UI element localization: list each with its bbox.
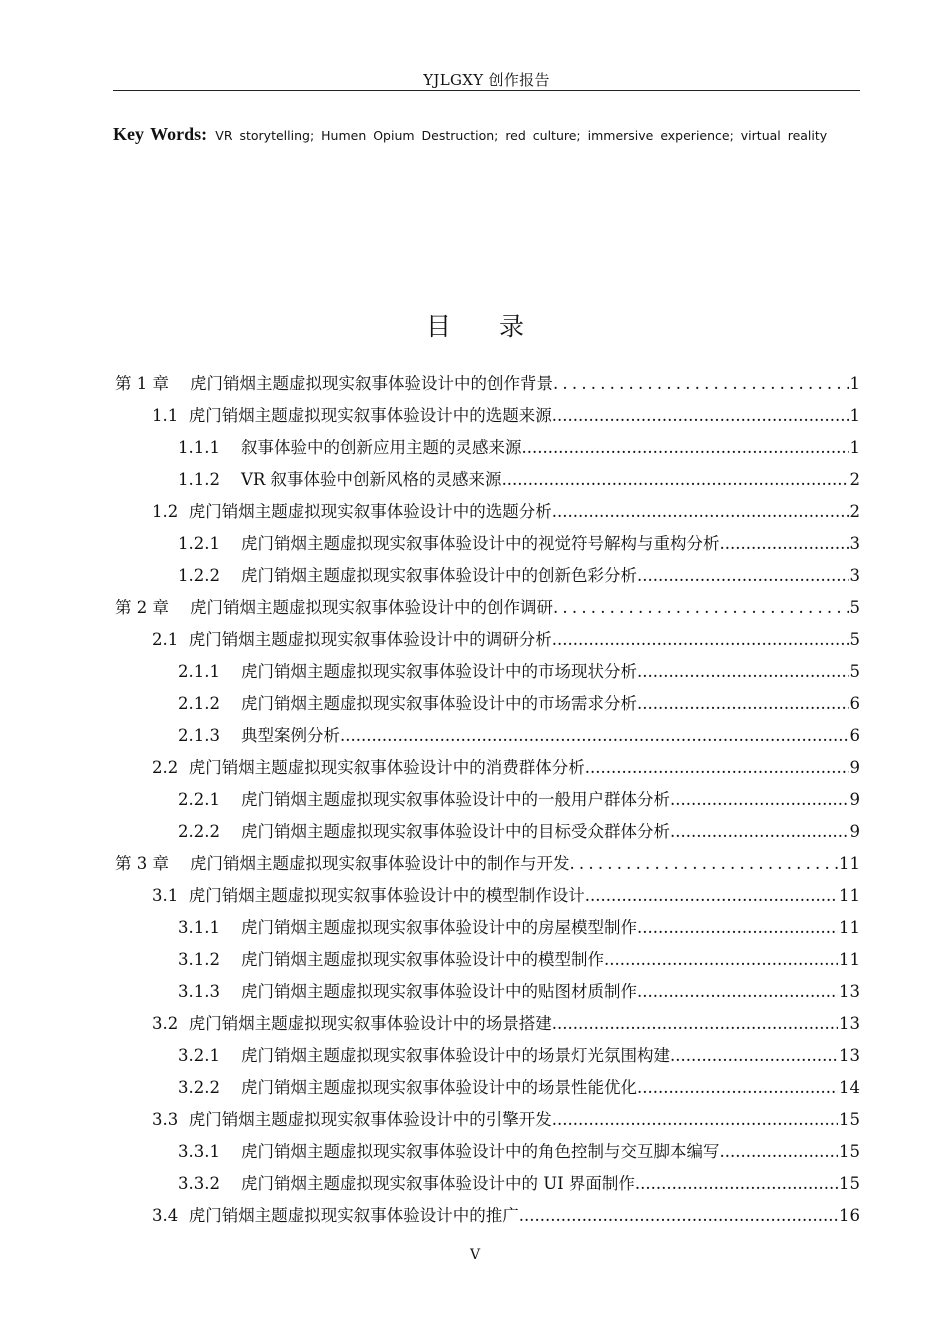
toc-entry-page: 9 — [849, 822, 860, 841]
toc-entry-title: 虎门销烟主题虚拟现实叙事体验设计中的创作背景 — [189, 374, 553, 393]
toc-entry[interactable] — [178, 466, 860, 498]
toc-entry-page: 2 — [849, 470, 860, 489]
toc-dot-leader — [552, 502, 849, 521]
toc-entry-number: 3.3.1 — [178, 1142, 220, 1161]
keywords-text: VR storytelling; Humen Opium Destruction; red culture; immersive experience; virtual reality — [215, 128, 828, 143]
toc-entry-number: 3.1.3 — [178, 982, 220, 1001]
toc-entry[interactable] — [152, 1010, 860, 1042]
toc-entry[interactable] — [178, 786, 860, 818]
toc-entry-number: 3.1.1 — [178, 918, 220, 937]
toc-entry-page: 1 — [849, 374, 860, 393]
toc-title: 目 录 — [426, 312, 544, 341]
toc-entry-page: 15 — [839, 1142, 860, 1161]
toc-entry-title: 虎门销烟主题虚拟现实叙事体验设计中的角色控制与交互脚本编写 — [240, 1142, 720, 1161]
toc-entry[interactable] — [178, 1138, 860, 1170]
toc-entry[interactable] — [178, 914, 860, 946]
toc-entry-number: 3.3.2 — [178, 1174, 220, 1193]
toc-entry[interactable] — [178, 978, 860, 1010]
toc-entry-page: 11 — [839, 950, 860, 969]
toc-entry-number: 3.2.2 — [178, 1078, 220, 1097]
toc-entry[interactable] — [152, 1202, 860, 1234]
toc-entry[interactable] — [178, 1042, 860, 1074]
toc-entry-number: 第 1 章 — [115, 374, 169, 393]
toc-entry-title: 虎门销烟主题虚拟现实叙事体验设计中的制作与开发 — [189, 854, 570, 873]
toc-entry-page: 6 — [849, 726, 860, 745]
toc-entry-title: 典型案例分析 — [240, 726, 340, 745]
toc-entry-title: 虎门销烟主题虚拟现实叙事体验设计中的一般用户群体分析 — [240, 790, 670, 809]
toc-entry-number: 3.2 — [152, 1014, 179, 1033]
toc-dot-leader — [553, 598, 849, 617]
toc-entry-title: 虎门销烟主题虚拟现实叙事体验设计中的推广 — [188, 1206, 519, 1225]
toc-entry-title: 虎门销烟主题虚拟现实叙事体验设计中的 UI 界面制作 — [240, 1174, 635, 1193]
toc-dot-leader — [670, 822, 849, 841]
toc-entry-title: 虎门销烟主题虚拟现实叙事体验设计中的贴图材质制作 — [240, 982, 637, 1001]
toc-entry-page: 5 — [849, 630, 860, 649]
toc-entry[interactable] — [115, 594, 860, 626]
toc-entry-number: 3.1 — [152, 886, 179, 905]
toc-entry[interactable] — [178, 562, 860, 594]
toc-entry-page: 11 — [839, 886, 860, 905]
toc-entry-number: 3.3 — [152, 1110, 179, 1129]
toc-entry-number: 3.4 — [152, 1206, 179, 1225]
toc-entry[interactable] — [115, 370, 860, 402]
toc-dot-leader — [670, 1046, 838, 1065]
toc-entry[interactable] — [178, 722, 860, 754]
toc-entry-title: 叙事体验中的创新应用主题的灵感来源 — [240, 438, 522, 457]
toc-entry-page: 9 — [849, 758, 860, 777]
toc-dot-leader — [719, 534, 848, 553]
toc-dot-leader — [585, 758, 849, 777]
keywords-line — [113, 124, 873, 145]
toc-entry-number: 2.2 — [152, 758, 179, 777]
toc-entry[interactable] — [178, 1170, 860, 1202]
toc-entry-number: 2.2.2 — [178, 822, 220, 841]
toc-entry-number: 1.2.1 — [178, 534, 220, 553]
toc-entry-title: 虎门销烟主题虚拟现实叙事体验设计中的市场需求分析 — [240, 694, 637, 713]
toc-entry[interactable] — [178, 530, 860, 562]
toc-entry[interactable] — [178, 946, 860, 978]
toc-entry-title: 虎门销烟主题虚拟现实叙事体验设计中的目标受众群体分析 — [240, 822, 670, 841]
toc-entry-number: 第 2 章 — [115, 598, 169, 617]
toc-entry-number: 2.2.1 — [178, 790, 220, 809]
toc-entry-number: 2.1.3 — [178, 726, 220, 745]
toc-entry[interactable] — [178, 818, 860, 850]
toc-dot-leader — [585, 886, 838, 905]
toc-entry-title: 虎门销烟主题虚拟现实叙事体验设计中的引擎开发 — [188, 1110, 552, 1129]
toc-entry-title: 虎门销烟主题虚拟现实叙事体验设计中的消费群体分析 — [188, 758, 585, 777]
toc-entry-page: 11 — [839, 854, 860, 873]
toc-entry-title: 虎门销烟主题虚拟现实叙事体验设计中的创作调研 — [189, 598, 553, 617]
toc-entry-title: 虎门销烟主题虚拟现实叙事体验设计中的模型制作设计 — [188, 886, 585, 905]
toc-dot-leader — [637, 982, 838, 1001]
toc-entry[interactable] — [178, 434, 860, 466]
toc-entry-number: 3.1.2 — [178, 950, 220, 969]
toc-entry-title: 虎门销烟主题虚拟现实叙事体验设计中的场景搭建 — [188, 1014, 552, 1033]
toc-entry-title: 虎门销烟主题虚拟现实叙事体验设计中的场景性能优化 — [240, 1078, 637, 1097]
toc-entry-title: 虎门销烟主题虚拟现实叙事体验设计中的模型制作 — [240, 950, 604, 969]
toc-dot-leader — [553, 374, 849, 393]
toc-entry-page: 6 — [849, 694, 860, 713]
toc-dot-leader — [637, 662, 849, 681]
toc-entry-page: 16 — [839, 1206, 860, 1225]
toc-entry-page: 3 — [849, 534, 860, 553]
toc-dot-leader — [637, 918, 838, 937]
toc-entry-page: 5 — [849, 598, 860, 617]
toc-entry-number: 3.2.1 — [178, 1046, 220, 1065]
toc-entry[interactable] — [178, 1074, 860, 1106]
toc-dot-leader — [670, 790, 849, 809]
toc-entry[interactable] — [178, 658, 860, 690]
toc-entry[interactable] — [152, 882, 860, 914]
toc-entry-number: 2.1 — [152, 630, 179, 649]
toc-entry-title: VR 叙事体验中创新风格的灵感来源 — [240, 470, 502, 489]
toc-dot-leader — [519, 1206, 838, 1225]
toc-dot-leader — [635, 1174, 838, 1193]
toc-entry-page: 15 — [839, 1174, 860, 1193]
toc-entry-page: 5 — [849, 662, 860, 681]
toc-entry-page: 1 — [849, 438, 860, 457]
toc-dot-leader — [552, 406, 849, 425]
toc-entry-page: 3 — [849, 566, 860, 585]
toc-entry-number: 1.2.2 — [178, 566, 220, 585]
toc-entry-title: 虎门销烟主题虚拟现实叙事体验设计中的选题来源 — [188, 406, 552, 425]
toc-entry-page: 15 — [839, 1110, 860, 1129]
toc-dot-leader — [637, 1078, 838, 1097]
toc-dot-leader — [340, 726, 849, 745]
toc-entry[interactable] — [152, 1106, 860, 1138]
toc-entry-number: 第 3 章 — [115, 854, 169, 873]
toc-entry-page: 1 — [849, 406, 860, 425]
toc-entry-number: 1.1 — [152, 406, 179, 425]
toc-entry-title: 虎门销烟主题虚拟现实叙事体验设计中的市场现状分析 — [240, 662, 637, 681]
toc-dot-leader — [552, 1014, 838, 1033]
toc-entry[interactable] — [152, 626, 860, 658]
toc-entry[interactable] — [152, 498, 860, 530]
toc-entry[interactable] — [178, 690, 860, 722]
toc-dot-leader — [637, 566, 849, 585]
toc-entry-title: 虎门销烟主题虚拟现实叙事体验设计中的选题分析 — [188, 502, 552, 521]
toc-dot-leader — [604, 950, 838, 969]
toc-entry-title: 虎门销烟主题虚拟现实叙事体验设计中的调研分析 — [188, 630, 552, 649]
toc-dot-leader — [569, 854, 838, 873]
toc-entry-page: 11 — [839, 918, 860, 937]
toc-entry-page: 14 — [839, 1078, 860, 1097]
toc-dot-leader — [637, 694, 849, 713]
toc-entry-page: 13 — [839, 1046, 860, 1065]
toc-entry-number: 2.1.1 — [178, 662, 220, 681]
running-header: YJLGXY 创作报告 — [423, 71, 550, 89]
toc-dot-leader — [502, 470, 849, 489]
toc-entry-title: 虎门销烟主题虚拟现实叙事体验设计中的创新色彩分析 — [240, 566, 637, 585]
page-number: V — [469, 1247, 481, 1263]
keywords-label: Key Words: — [113, 124, 208, 144]
toc-entry-number: 1.1.2 — [178, 470, 220, 489]
toc-entry[interactable] — [152, 402, 860, 434]
toc-entry-number: 1.1.1 — [178, 438, 220, 457]
toc-entry-title: 虎门销烟主题虚拟现实叙事体验设计中的房屋模型制作 — [240, 918, 637, 937]
toc-dot-leader — [521, 438, 848, 457]
toc-entry-number: 1.2 — [152, 502, 179, 521]
header-rule — [113, 90, 860, 91]
toc-entry-page: 9 — [849, 790, 860, 809]
toc-entry[interactable] — [115, 850, 860, 882]
toc-entry-title: 虎门销烟主题虚拟现实叙事体验设计中的场景灯光氛围构建 — [240, 1046, 670, 1065]
toc-entry-page: 2 — [849, 502, 860, 521]
toc-entry-number: 2.1.2 — [178, 694, 220, 713]
toc-dot-leader — [552, 630, 849, 649]
toc-entry[interactable] — [152, 754, 860, 786]
toc-dot-leader — [719, 1142, 838, 1161]
toc-entry-page: 13 — [839, 1014, 860, 1033]
toc-entry-page: 13 — [839, 982, 860, 1001]
toc-entry-title: 虎门销烟主题虚拟现实叙事体验设计中的视觉符号解构与重构分析 — [240, 534, 720, 553]
toc-dot-leader — [552, 1110, 838, 1129]
